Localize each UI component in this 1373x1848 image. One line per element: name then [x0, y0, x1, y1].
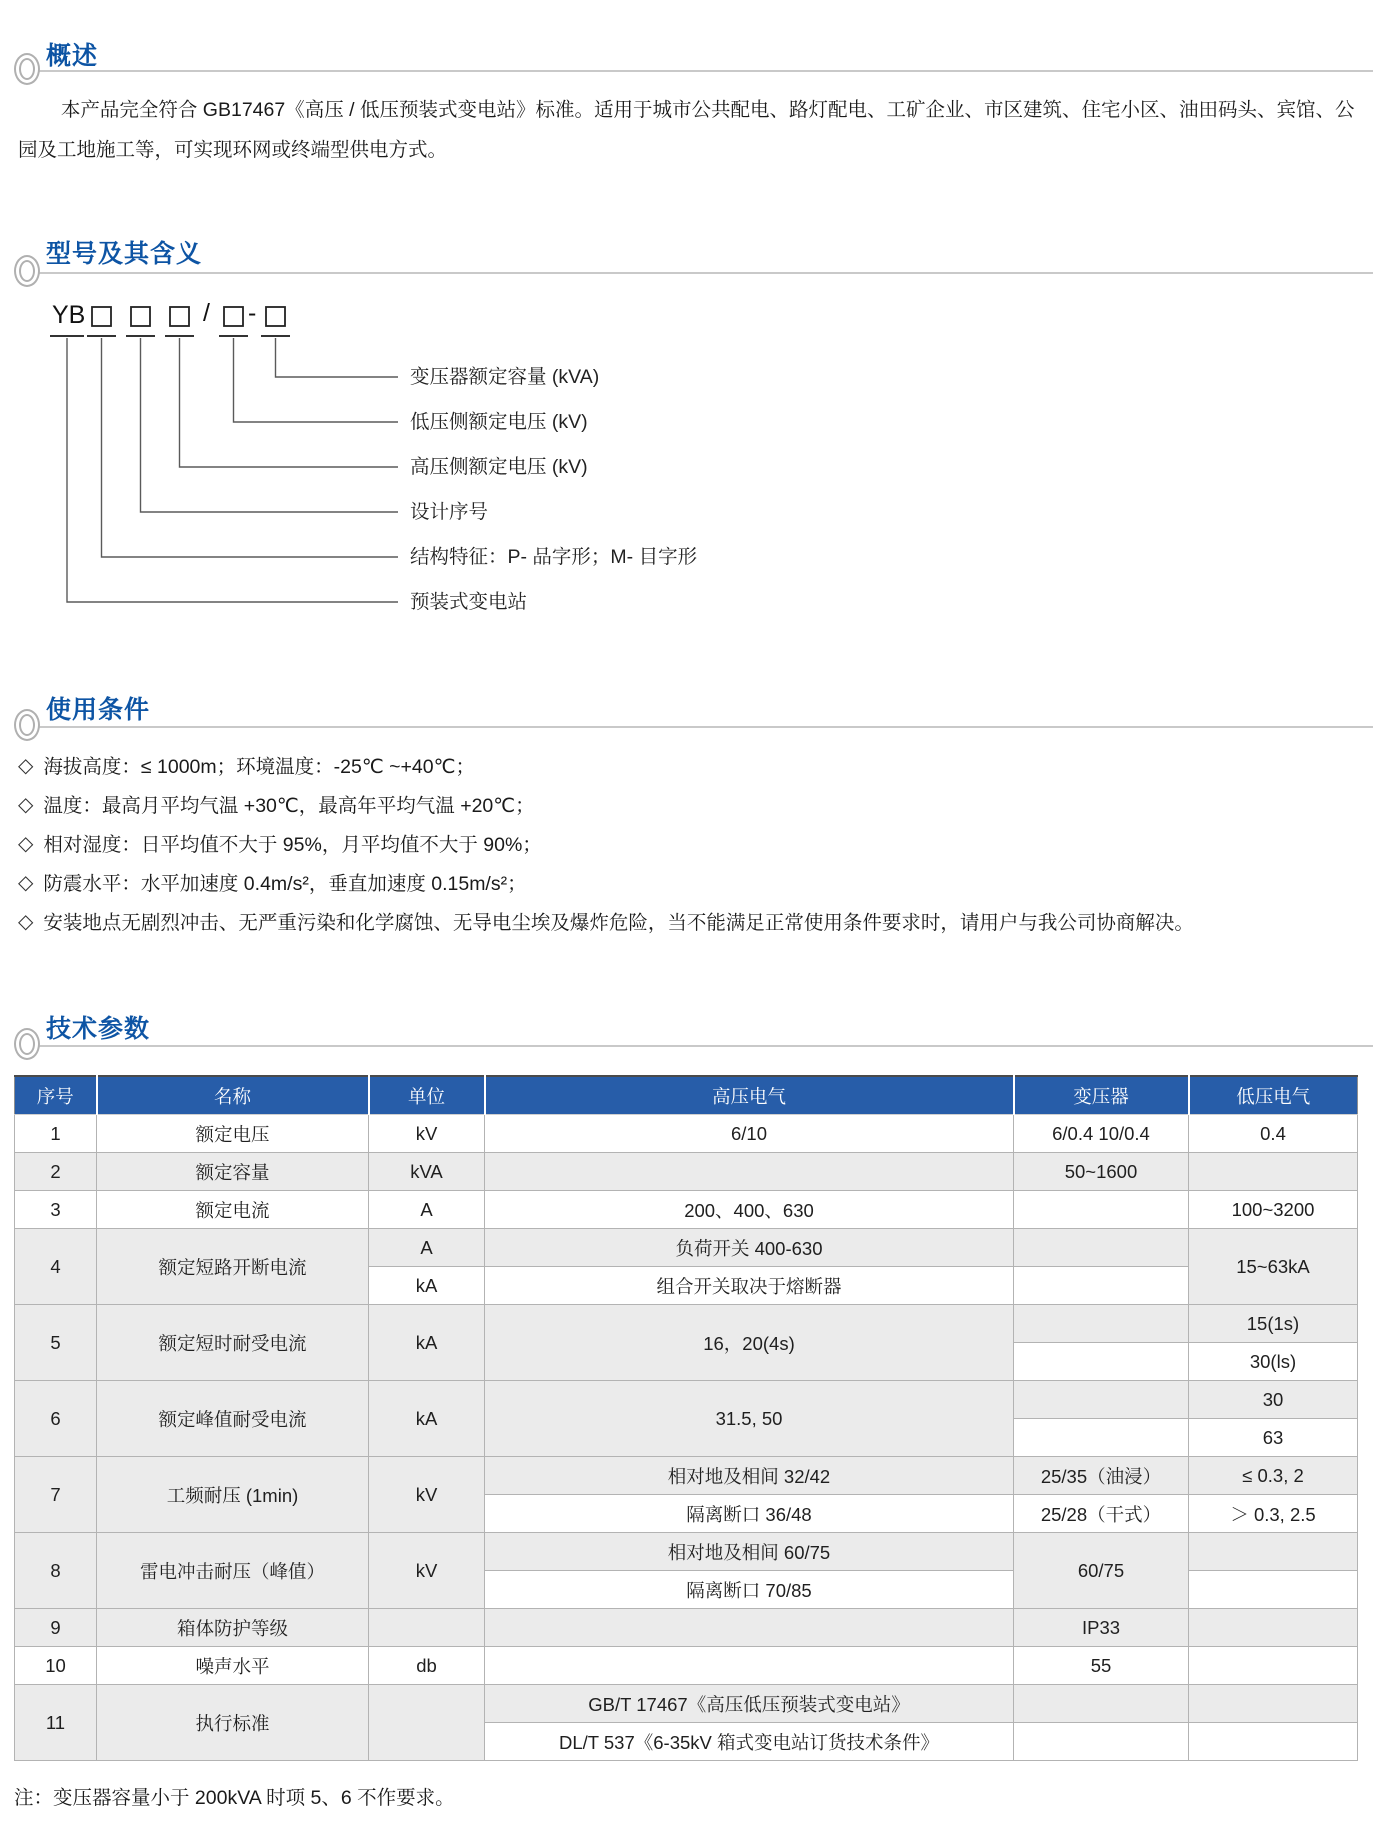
cell: 10: [15, 1647, 97, 1685]
model-label-hv-voltage: 高压侧额定电压 (kV): [410, 456, 588, 478]
cell: GB/T 17467《高压低压预装式变电站》: [485, 1685, 1014, 1723]
cell: kV: [369, 1115, 485, 1153]
model-code-dash: -: [248, 299, 257, 327]
cell: 9: [15, 1609, 97, 1647]
cell: 5: [15, 1305, 97, 1381]
cell: 100~3200: [1189, 1191, 1358, 1229]
cell: [1014, 1419, 1189, 1457]
cell: [1189, 1609, 1358, 1647]
condition-text: 防震水平：水平加速度 0.4m/s²，垂直加速度 0.15m/s²；: [43, 873, 527, 895]
cell: [1014, 1343, 1189, 1381]
cell: 6/0.4 10/0.4: [1014, 1115, 1189, 1153]
cell: kA: [369, 1267, 485, 1305]
model-label-structure: 结构特征：P- 品字形；M- 目字形: [410, 546, 698, 568]
cell: 相对地及相间 60/75: [485, 1533, 1014, 1571]
table-row: [15, 1381, 1358, 1419]
cell: IP33: [1014, 1609, 1189, 1647]
table-row: [15, 1609, 1358, 1647]
condition-item: [18, 787, 1194, 826]
model-label-design-serial: 设计序号: [410, 501, 489, 523]
cell: [369, 1609, 485, 1647]
header-cell-index: 序号: [15, 1076, 97, 1115]
cell: [1014, 1229, 1189, 1267]
cell: [485, 1609, 1014, 1647]
cell: 55: [1014, 1647, 1189, 1685]
cell: 组合开关取决于熔断器: [485, 1267, 1014, 1305]
cell: ≤ 0.3, 2: [1189, 1457, 1358, 1495]
cell: kVA: [369, 1153, 485, 1191]
overview-section-rule: [30, 70, 1373, 72]
table-header-row: [15, 1076, 1358, 1115]
parameters-section-title: 技术参数: [46, 1015, 151, 1043]
condition-text: 温度：最高月平均气温 +30℃，最高年平均气温 +20℃；: [43, 795, 535, 817]
table-row: [15, 1191, 1358, 1229]
cell: 隔离断口 70/85: [485, 1571, 1014, 1609]
model-code-slash: /: [203, 299, 210, 327]
cell: 相对地及相间 32/42: [485, 1457, 1014, 1495]
cell: 63: [1189, 1419, 1358, 1457]
cell: 负荷开关 400-630: [485, 1229, 1014, 1267]
cell: 3: [15, 1191, 97, 1229]
table-row: [15, 1457, 1358, 1495]
cell: 额定短时耐受电流: [97, 1305, 369, 1381]
cell: 50~1600: [1014, 1153, 1189, 1191]
cell: [1189, 1723, 1358, 1761]
diamond-bullet-icon: ◇: [18, 755, 34, 777]
cell: 1: [15, 1115, 97, 1153]
model-label-substation: 预装式变电站: [410, 591, 528, 613]
ring-ornament-icon: [14, 709, 40, 741]
table-row: [15, 1305, 1358, 1343]
ring-ornament-icon: [14, 1028, 40, 1060]
cell: [1014, 1305, 1189, 1343]
table-header: [15, 1076, 1358, 1115]
parameters-table: [14, 1075, 1358, 1761]
cell: [485, 1647, 1014, 1685]
cell: [1014, 1685, 1189, 1723]
cell: [1014, 1191, 1189, 1229]
condition-text: 安装地点无剧烈冲击、无严重污染和化学腐蚀、无导电尘埃及爆炸危险，当不能满足正常使用条件要求时，请用户与我公司协商解决。: [43, 912, 1194, 934]
cell: 执行标准: [97, 1685, 369, 1761]
table-row: [15, 1685, 1358, 1723]
header-cell-transformer: 变压器: [1014, 1076, 1189, 1115]
cell: kV: [369, 1457, 485, 1533]
cell: 0.4: [1189, 1115, 1358, 1153]
cell: [1189, 1153, 1358, 1191]
model-section-title: 型号及其含义: [46, 240, 203, 268]
cell: 额定峰值耐受电流: [97, 1381, 369, 1457]
table-row: [15, 1115, 1358, 1153]
model-label-lv-voltage: 低压侧额定电压 (kV): [410, 411, 588, 433]
cell: 4: [15, 1229, 97, 1305]
condition-item: [18, 826, 1194, 865]
cell: db: [369, 1647, 485, 1685]
diamond-bullet-icon: ◇: [18, 872, 34, 894]
cell: 200、400、630: [485, 1191, 1014, 1229]
cell: 15(1s): [1189, 1305, 1358, 1343]
conditions-section-rule: [30, 726, 1373, 728]
table-row: [15, 1533, 1358, 1571]
cell: 额定短路开断电流: [97, 1229, 369, 1305]
cell: kA: [369, 1305, 485, 1381]
table-row: [15, 1229, 1358, 1267]
cell: kA: [369, 1381, 485, 1457]
cell: 8: [15, 1533, 97, 1609]
cell: 31.5, 50: [485, 1381, 1014, 1457]
cell: A: [369, 1191, 485, 1229]
condition-item: [18, 904, 1194, 943]
cell: 30: [1189, 1381, 1358, 1419]
ring-ornament-icon: [14, 255, 40, 287]
cell: 16，20(4s): [485, 1305, 1014, 1381]
cell: 额定电流: [97, 1191, 369, 1229]
model-label-capacity: 变压器额定容量 (kVA): [410, 366, 600, 388]
cell: 11: [15, 1685, 97, 1761]
condition-item: [18, 748, 1194, 787]
cell: 箱体防护等级: [97, 1609, 369, 1647]
table-row: [15, 1153, 1358, 1191]
model-section-rule: [30, 272, 1373, 274]
cell: 25/35（油浸）: [1014, 1457, 1189, 1495]
table-row: [15, 1647, 1358, 1685]
model-code-prefix: YB: [52, 301, 86, 329]
cell: 7: [15, 1457, 97, 1533]
diamond-bullet-icon: ◇: [18, 833, 34, 855]
cell: 额定电压: [97, 1115, 369, 1153]
cell: [369, 1685, 485, 1761]
header-cell-lv: 低压电气: [1189, 1076, 1358, 1115]
overview-paragraph: 本产品完全符合 GB17467《高压 / 低压预装式变电站》标准。适用于城市公共配电、路灯配电、工矿企业、市区建筑、住宅小区、油田码头、宾馆、公园及工地施工等，可实现环网或终端型供电方式。: [18, 99, 1355, 161]
header-cell-unit: 单位: [369, 1076, 485, 1115]
condition-text: 海拔高度：≤ 1000m；环境温度：-25℃ ~+40℃；: [43, 756, 475, 778]
cell: [1014, 1267, 1189, 1305]
header-cell-hv: 高压电气: [485, 1076, 1014, 1115]
cell: 噪声水平: [97, 1647, 369, 1685]
cell: 额定容量: [97, 1153, 369, 1191]
cell: [485, 1153, 1014, 1191]
overview-section-title: 概述: [46, 42, 99, 70]
ring-ornament-icon: [14, 53, 40, 85]
cell: kV: [369, 1533, 485, 1609]
cell: [1014, 1723, 1189, 1761]
cell: [1189, 1685, 1358, 1723]
condition-item: [18, 865, 1194, 904]
cell: 30(ls): [1189, 1343, 1358, 1381]
cell: 雷电冲击耐压（峰值）: [97, 1533, 369, 1609]
cell: 60/75: [1014, 1533, 1189, 1609]
cell: 6: [15, 1381, 97, 1457]
header-cell-name: 名称: [97, 1076, 369, 1115]
conditions-list: [18, 748, 1194, 943]
diamond-bullet-icon: ◇: [18, 794, 34, 816]
conditions-section-title: 使用条件: [46, 696, 151, 724]
cell: 工频耐压 (1min): [97, 1457, 369, 1533]
cell: 2: [15, 1153, 97, 1191]
cell: [1189, 1571, 1358, 1609]
table-note: 注：变压器容量小于 200kVA 时项 5、6 不作要求。: [14, 1787, 455, 1809]
cell: [1189, 1533, 1358, 1571]
cell: 6/10: [485, 1115, 1014, 1153]
cell: ＞ 0.3, 2.5: [1189, 1495, 1358, 1533]
cell: [1189, 1647, 1358, 1685]
condition-text: 相对湿度：日平均值不大于 95%，月平均值不大于 90%；: [43, 834, 542, 856]
cell: A: [369, 1229, 485, 1267]
cell: DL/T 537《6-35kV 箱式变电站订货技术条件》: [485, 1723, 1014, 1761]
cell: 隔离断口 36/48: [485, 1495, 1014, 1533]
model-code-connectors: [67, 338, 398, 602]
cell: 15~63kA: [1189, 1229, 1358, 1305]
cell: [1014, 1381, 1189, 1419]
parameters-section-rule: [30, 1045, 1373, 1047]
cell: 25/28（干式）: [1014, 1495, 1189, 1533]
diamond-bullet-icon: ◇: [18, 911, 34, 933]
